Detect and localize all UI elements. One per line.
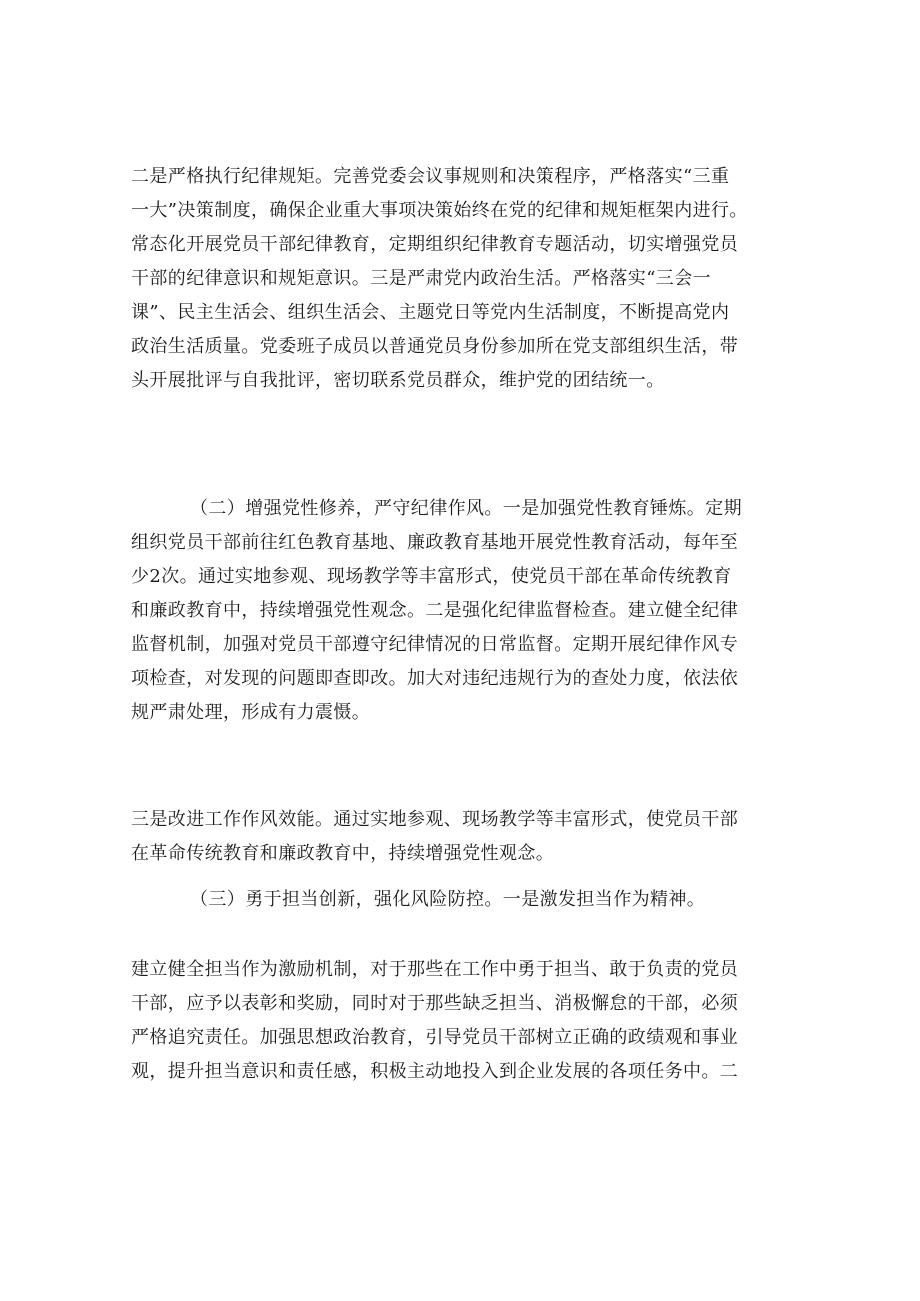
section-heading-line: （二）增强党性修养，严守纪律作风。一是加强党性教育锤炼。定期 [190, 498, 742, 519]
text-line: 在革命传统教育和廉政教育中，持续增强党性观念。 [131, 843, 555, 864]
text-line: 项检查，对发现的问题即查即改。加大对违纪违规行为的查处力度，依法依 [131, 668, 739, 689]
paragraph-work-style [131, 803, 801, 871]
text-line: 监督机制，加强对党员干部遵守纪律情况的日常监督。定期开展纪律作风专 [131, 634, 739, 655]
text-line: 观，提升担当意识和责任感，积极主动地投入到企业发展的各项任务中。二 [131, 1061, 739, 1082]
text-line: 干部的纪律意识和规矩意识。三是严肃党内政治生活。严格落实“三会一 [131, 268, 711, 289]
text-line: 一大”决策制度，确保企业重大事项决策始终在党的纪律和规矩框架内进行。 [131, 200, 748, 221]
text-line: 干部，应予以表彰和奖励，同时对于那些缺乏担当、消极懈怠的干部，必须 [131, 993, 739, 1014]
text-line: 和廉政教育中，持续增强党性观念。二是强化纪律监督检查。建立健全纪律 [131, 600, 739, 621]
text-line: 规严肃处理，形成有力震慑。 [131, 702, 371, 723]
text-line: 头开展批评与自我批评，密切联系党员群众，维护党的团结统一。 [131, 370, 665, 391]
text-line: 课”、民主生活会、组织生活会、主题党日等党内生活制度，不断提高党内 [131, 302, 730, 323]
paragraph-discipline-rules [131, 160, 801, 398]
text-line: 建立健全担当作为激励机制，对于那些在工作中勇于担当、敢于负责的党员 [131, 959, 739, 980]
paragraph-section-two [131, 492, 801, 730]
section-heading-line: （三）勇于担当创新，强化风险防控。一是激发担当作为精神。 [190, 889, 706, 910]
text-line: 三是改进工作作风效能。通过实地参观、现场教学等丰富形式，使党员干部 [131, 809, 739, 830]
text-line: 常态化开展党员干部纪律教育，定期组织纪律教育专题活动，切实增强党员 [131, 234, 739, 255]
text-line: 组织党员干部前往红色教育基地、廉政教育基地开展党性教育活动，每年至 [131, 532, 739, 553]
text-line: 政治生活质量。党委班子成员以普通党员身份参加所在党支部组织生活，带 [131, 336, 739, 357]
text-line: 二是严格执行纪律规矩。完善党委会议事规则和决策程序，严格落实“三重 [131, 166, 730, 187]
text-line: 严格追究责任。加强思想政治教育，引导党员干部树立正确的政绩观和事业 [131, 1027, 739, 1048]
text-line: 少2次。通过实地参观、现场教学等丰富形式，使党员干部在革命传统教育 [131, 566, 732, 587]
paragraph-incentive-mechanism [131, 953, 801, 1089]
paragraph-section-three-heading [131, 883, 801, 917]
